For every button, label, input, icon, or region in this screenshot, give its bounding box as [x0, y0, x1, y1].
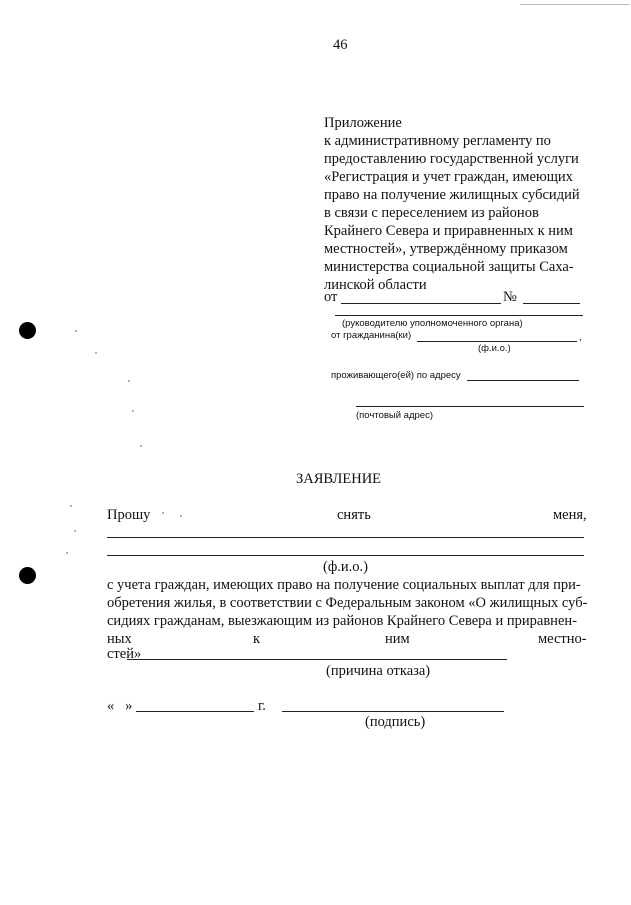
paragraph-word: ных: [107, 631, 132, 647]
document-title: ЗАЯВЛЕНИЕ: [296, 471, 382, 487]
appendix-block: [324, 114, 580, 294]
signature-caption: (подпись): [365, 714, 426, 730]
applicant-name-field-1[interactable]: [107, 537, 584, 538]
punch-hole-bottom: [19, 567, 36, 584]
year-label: г.: [258, 698, 266, 714]
paragraph-line: обретения жилья, в соответствии с Федеральным законом «О жилищных суб-: [107, 595, 588, 611]
head-caption: (руководителю уполномоченного органа): [342, 318, 523, 329]
paragraph-word: к: [253, 631, 261, 647]
paragraph-line: с учета граждан, имеющих право на получение социальных выплат для при-: [107, 577, 581, 593]
date-quotes: « »: [107, 698, 133, 714]
appendix-line: предоставлению государственной услуги: [324, 151, 579, 167]
appendix-line: местностей», утверждённому приказом: [324, 241, 568, 257]
body-word-request: Прошу: [107, 507, 151, 523]
appendix-line: «Регистрация и учет граждан, имеющих: [324, 169, 573, 185]
appendix-line: право на получение жилищных субсидий: [324, 187, 580, 203]
signature-field[interactable]: [282, 711, 504, 712]
refusal-reason-field[interactable]: [127, 659, 507, 660]
citizen-fio-caption: (ф.и.о.): [478, 343, 511, 354]
address-field-1[interactable]: [467, 380, 579, 381]
reason-caption: (причина отказа): [326, 663, 431, 679]
postal-caption: (почтовый адрес): [356, 410, 433, 421]
residing-label: проживающего(ей) по адресу: [331, 370, 461, 381]
date-field[interactable]: [136, 711, 254, 712]
appendix-line: Крайнего Севера и приравненных к ним: [324, 223, 573, 239]
top-edge-line: [520, 4, 630, 5]
appendix-line: линской области: [324, 277, 427, 293]
order-from-label: от: [324, 289, 338, 305]
appendix-line: к административному регламенту по: [324, 133, 551, 149]
body-paragraph: [107, 576, 587, 630]
body-word-me: меня,: [553, 507, 587, 523]
order-number-label: №: [503, 289, 517, 305]
paragraph-line: сидиях гражданам, выезжающим из районов Крайнего Севера и приравнен-: [107, 613, 577, 629]
from-citizen-label: от гражданина(ки): [331, 330, 412, 341]
applicant-fio-caption: (ф.и.о.): [323, 559, 368, 575]
appendix-line: министерства социальной защиты Саха-: [324, 259, 574, 275]
head-name-field[interactable]: [335, 315, 583, 316]
reason-prefix: стей»: [107, 646, 142, 662]
body-word-remove: снять: [337, 507, 371, 523]
appendix-line: Приложение: [324, 115, 402, 131]
from-citizen-comma: ,: [579, 332, 582, 343]
page-number: 46: [333, 37, 348, 53]
order-number-field[interactable]: [523, 303, 580, 304]
applicant-name-field-2[interactable]: [107, 555, 584, 556]
citizen-name-field[interactable]: [417, 341, 577, 342]
order-date-field[interactable]: [341, 303, 501, 304]
address-field-2[interactable]: [356, 406, 584, 407]
appendix-line: в связи с переселением из районов: [324, 205, 539, 221]
paragraph-word: ним: [385, 631, 410, 647]
paragraph-word: местно-: [538, 631, 587, 647]
punch-hole-top: [19, 322, 36, 339]
